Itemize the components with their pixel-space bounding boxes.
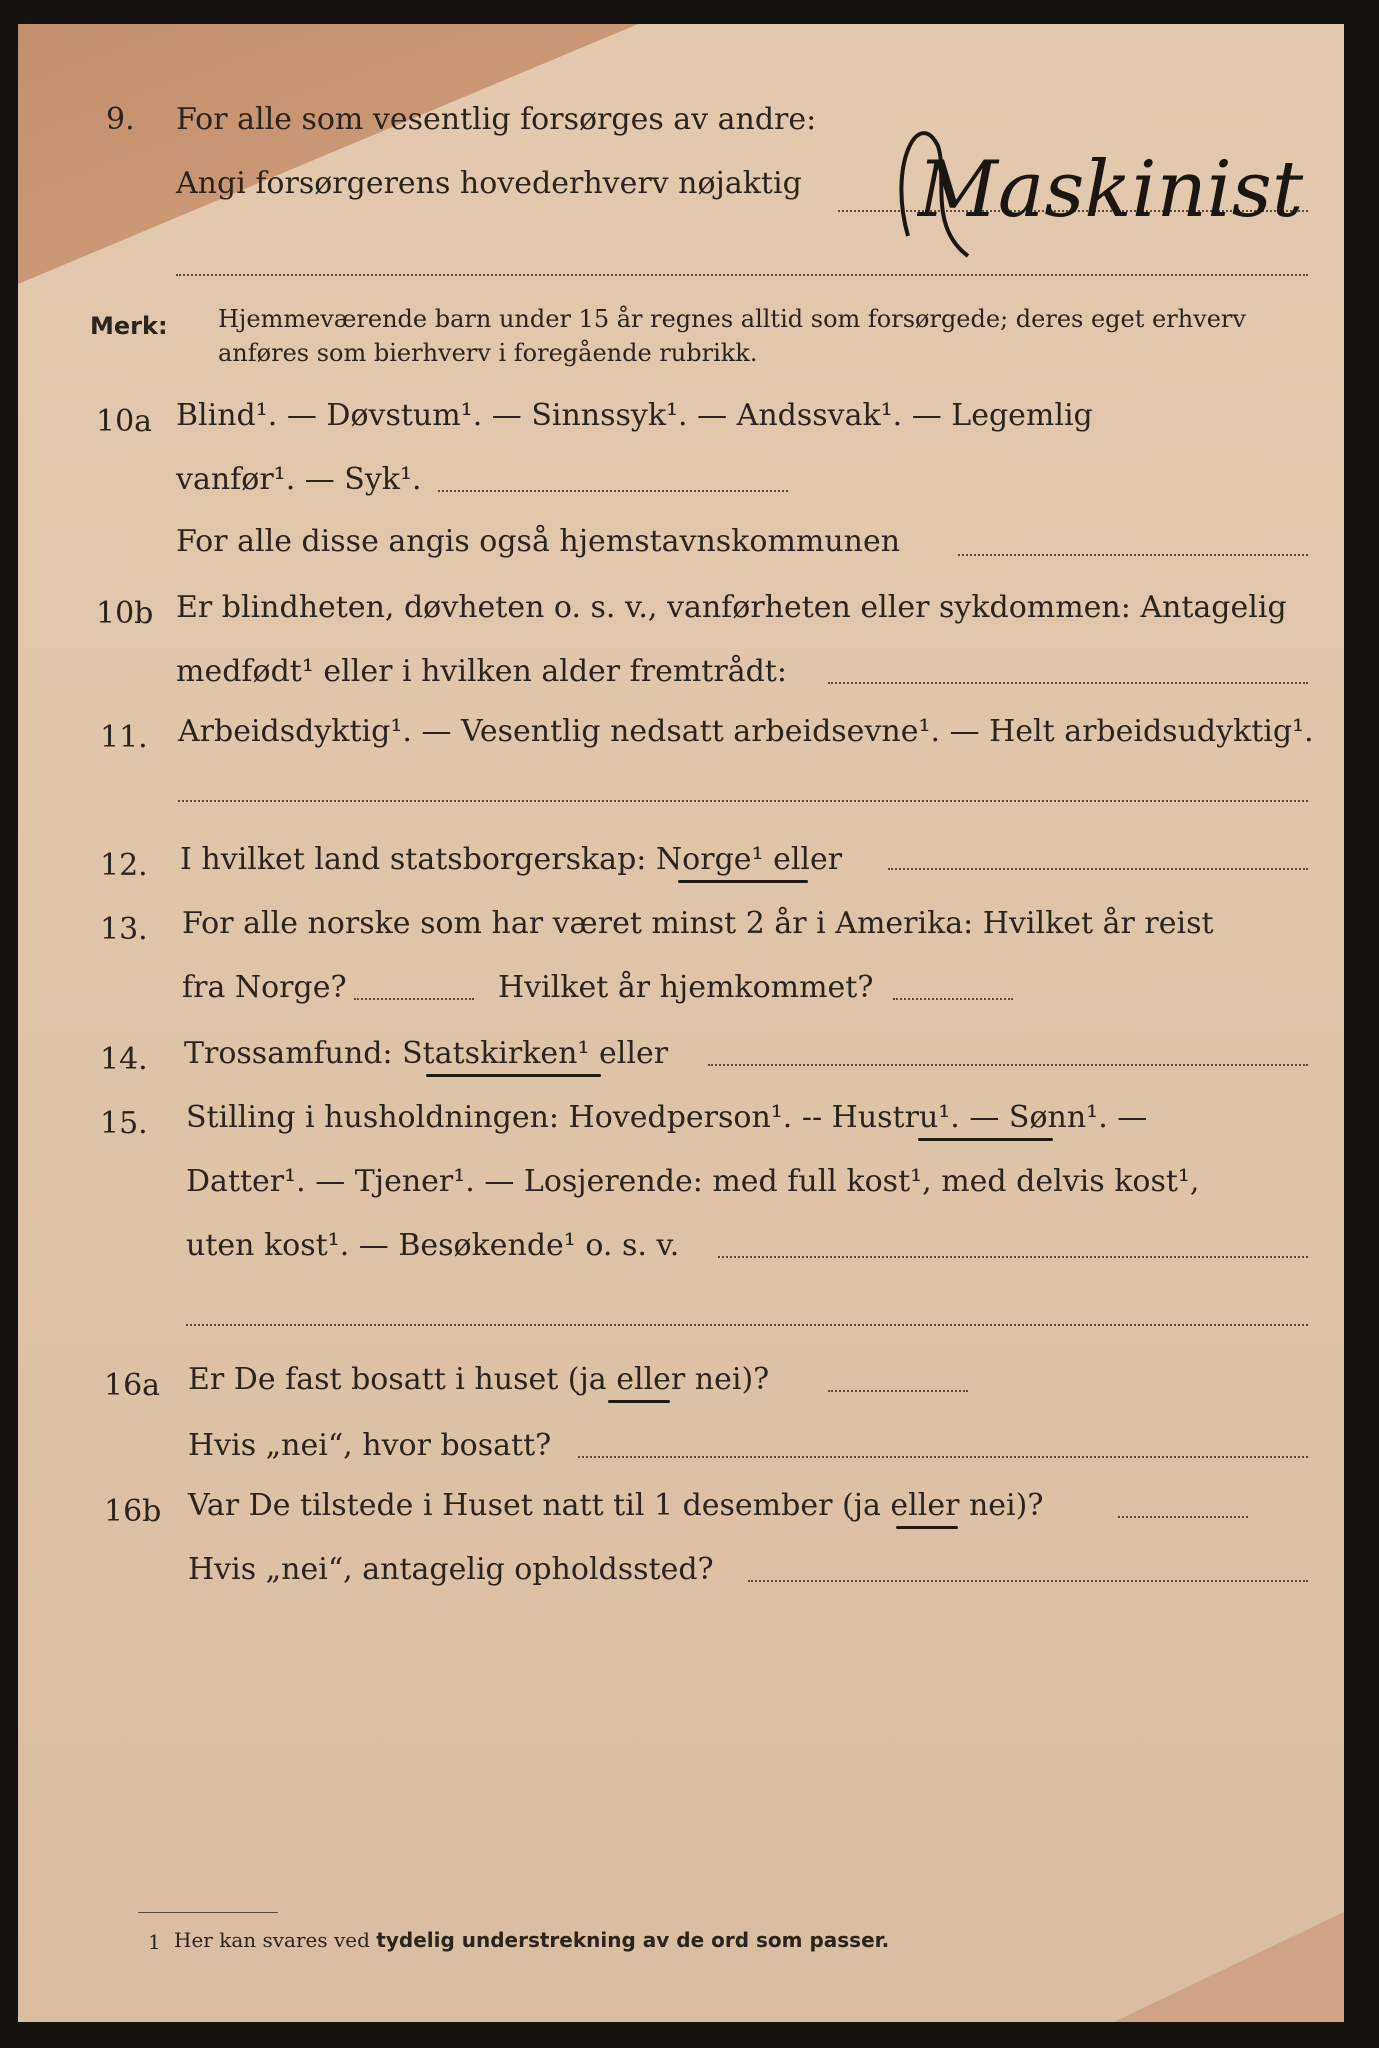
q16b-number: 16b [104, 1494, 162, 1529]
q10b-line1: Er blindheten, døvheten o. s. v., vanførheten eller sykdommen: Antagelig [176, 590, 1287, 625]
q16b-line2: Hvis „nei“, antagelig opholdssted? [188, 1552, 714, 1587]
q16a-bosatt-line [578, 1456, 1308, 1458]
q15-line2: Datter¹. — Tjener¹. — Losjerende: med full kost¹, med delvis kost¹, [186, 1164, 1200, 1199]
merk-line1: Hjemmeværende barn under 15 år regnes alltid som forsørgede; deres eget erhverv [218, 305, 1246, 333]
q16b-answer-line [1118, 1516, 1248, 1518]
q10b-line2: medfødt¹ eller i hvilken alder fremtrådt: [176, 654, 787, 689]
q16a-line2: Hvis „nei“, hvor bosatt? [188, 1428, 552, 1463]
q13-line1: For alle norske som har været minst 2 år i Amerika: Hvilket år reist [182, 906, 1214, 941]
q12-answer-line [888, 868, 1308, 870]
q14-answer-line [708, 1064, 1308, 1066]
q16b-line1: Var De tilstede i Huset natt til 1 desember (ja eller nei)? [188, 1488, 1044, 1523]
merk-line2: anføres som bierhverv i foregående rubrikk. [218, 339, 758, 367]
q15-line3: uten kost¹. — Besøkende¹ o. s. v. [186, 1228, 680, 1263]
footnote-mark: 1 [148, 1930, 161, 1954]
underline-norge [678, 880, 808, 883]
q15-answer-line [718, 1256, 1308, 1258]
underline-ja-16b [896, 1526, 958, 1529]
q10a-answer-line [438, 490, 788, 492]
q15-answer-line-2 [186, 1324, 1308, 1326]
q11-number: 11. [100, 720, 148, 755]
census-form-page [18, 24, 1344, 2022]
underline-hustru [918, 1138, 1053, 1141]
svg-text:Maskinist: Maskinist [918, 145, 1304, 235]
q9-number: 9. [106, 102, 135, 137]
q10a-line3: For alle disse angis også hjemstavnskommunen [176, 524, 901, 559]
q14-number: 14. [100, 1042, 148, 1077]
q9-line1: For alle som vesentlig forsørges av andre: [176, 102, 817, 137]
underline-ja-16a [608, 1400, 670, 1403]
q10a-line1: Blind¹. — Døvstum¹. — Sinnssyk¹. — Andssvak¹. — Legemlig [176, 398, 1093, 433]
q13-reist-line [354, 998, 474, 1000]
q12-line1: I hvilket land statsborgerskap: Norge¹ eller [180, 842, 843, 877]
q15-number: 15. [100, 1106, 148, 1141]
q14-line1: Trossamfund: Statskirken¹ eller [184, 1036, 669, 1071]
q12-number: 12. [100, 848, 148, 883]
q15-line1: Stilling i husholdningen: Hovedperson¹. -- Hustru¹. — Sønn¹. — [186, 1100, 1148, 1135]
q13-number: 13. [100, 912, 148, 947]
q10a-number: 10a [96, 404, 153, 439]
q13-hjemkommet-line [893, 998, 1013, 1000]
q13-line2a: fra Norge? [182, 970, 347, 1005]
q16a-line1: Er De fast bosatt i huset (ja eller nei)? [188, 1362, 770, 1397]
q16a-answer-line [828, 1390, 968, 1392]
footnote-rule [138, 1912, 278, 1913]
merk-label: Merk: [90, 312, 168, 340]
q10b-answer-line [828, 682, 1308, 684]
q11-answer-line [178, 800, 1308, 802]
q13-line2b: Hvilket år hjemkommet? [498, 970, 874, 1005]
q9-line2: Angi forsørgerens hovederhverv nøjaktig [176, 166, 802, 201]
footnote-text-plain: Her kan svares ved [174, 1928, 370, 1952]
handwritten-answer-q9 [878, 86, 1318, 286]
footnote-text-bold: tydelig understrekning av de ord som passer. [376, 1928, 890, 1952]
q10a-line2: vanfør¹. — Syk¹. [176, 462, 422, 497]
q11-line1: Arbeidsdyktig¹. — Vesentlig nedsatt arbeidsevne¹. — Helt arbeidsudyktig¹. [178, 714, 1314, 749]
bottom-corner-stain [1114, 1912, 1344, 2022]
folded-corner [18, 24, 638, 284]
underline-statskirken [426, 1074, 601, 1077]
q10a-kommune-line [958, 554, 1308, 556]
footnote-text [174, 1928, 889, 1952]
q16a-number: 16a [104, 1368, 161, 1403]
q16b-opholdssted-line [748, 1580, 1308, 1582]
q10b-number: 10b [96, 596, 154, 631]
